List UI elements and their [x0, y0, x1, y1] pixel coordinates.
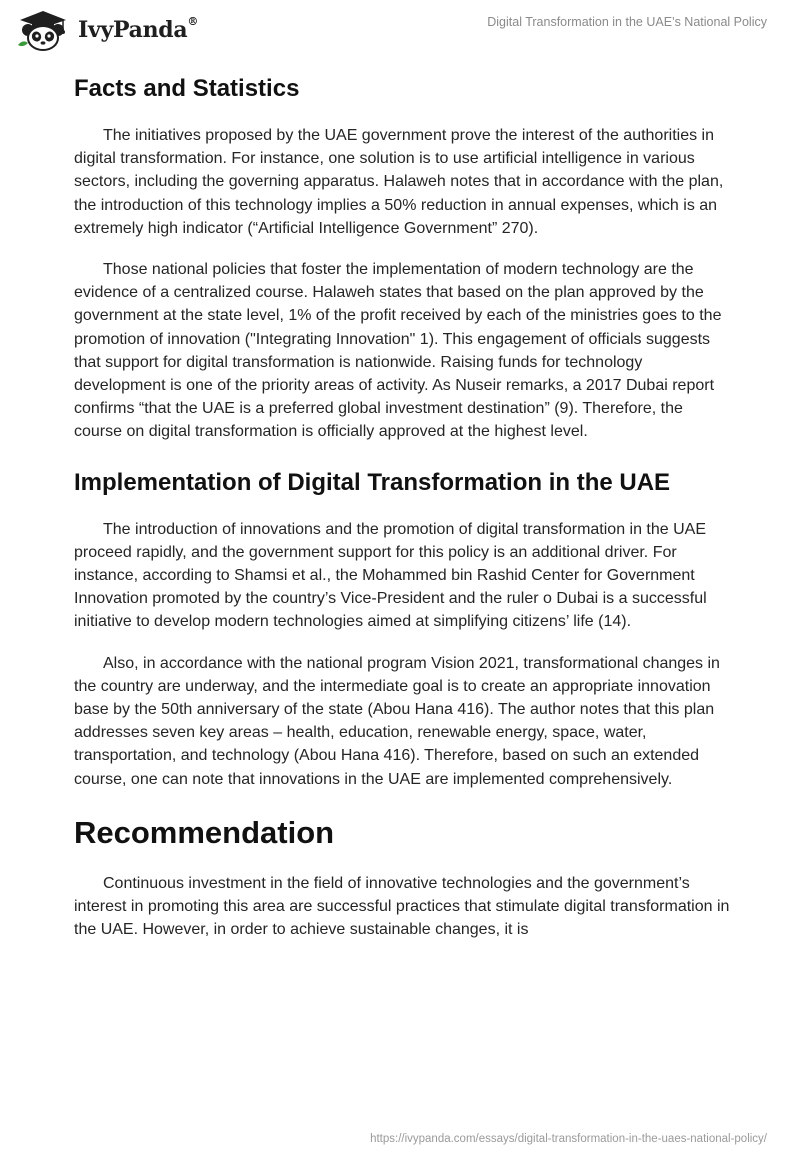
section-facts-statistics — [74, 71, 734, 444]
brand-name: IvyPanda® — [78, 15, 199, 43]
paragraph: Also, in accordance with the national program Vision 2021, transformational changes in the country are underway, and the intermediate goal is to create an appropriate innovation base by the 50th anniversary of the state (Abou Hana 416). The author notes that this plan addresses seven key areas – health, education, renewable energy, space, water, transportation, and technology (Abou Hana 416). Therefore, based on such an extended course, one can note that innovations in the UAE are implemented comprehensively. — [74, 654, 720, 788]
section-recommendation — [74, 811, 734, 942]
section-heading: Facts and Statistics — [74, 75, 300, 102]
section-heading: Implementation of Digital Transformation in the UAE — [74, 468, 671, 496]
registered-mark: ® — [187, 15, 199, 28]
paragraph: Those national policies that foster the implementation of modern technology are the evidence of a centralized course. Halaweh states that based on the plan approved by the government at the state level, 1% of the profit received by each of the ministries goes to the promotion of innovation ("Integrating Innovation" 1). This engagement of officials suggests that support for digital transformation is nationwide. Raising funds for technology development is one of the priority areas of activity. As Nuseir remarks, a 2017 Dubai report confirms “that the UAE is a preferred global investment destination” (9). Therefore, the course on digital transformation is officially approved at the highest level. — [74, 261, 722, 441]
paragraph: The introduction of innovations and the promotion of digital transformation in the UAE proceed rapidly, and the government support for this policy is an additional driver. For instance, according to Shamsi et al., the Mohammed bin Rashid Center for Government Innovation promoted by the country’s Vice-President and the ruler o Dubai is a successful initiative to develop modern technologies aimed at simplifying citizens’ life (14). — [74, 520, 707, 631]
paragraph: Continuous investment in the field of innovative technologies and the government’s interest in promoting this area are successful practices that stimulate digital transformation in the UAE. However, in order to achieve sustainable changes, it is — [74, 874, 730, 939]
page-header — [0, 0, 800, 60]
source-url[interactable]: https://ivypanda.com/essays/digital-transformation-in-the-uaes-national-policy/ — [370, 1133, 767, 1145]
section-heading: Recommendation — [74, 814, 335, 850]
paragraph: The initiatives proposed by the UAE government prove the interest of the authorities in digital transformation. For instance, one solution is to use artificial intelligence in various sectors, including the governing apparatus. Halaweh notes that in accordance with the plan, the introduction of this technology implies a 50% reduction in annual expenses, which is an extremely high indicator (“Artificial Intelligence Government” 270). — [74, 127, 724, 237]
essay-content — [74, 70, 734, 941]
document-title: Digital Transformation in the UAE’s National Policy — [487, 15, 767, 29]
panda-icon — [14, 9, 72, 51]
logo[interactable] — [14, 9, 198, 51]
section-implementation — [74, 465, 734, 791]
